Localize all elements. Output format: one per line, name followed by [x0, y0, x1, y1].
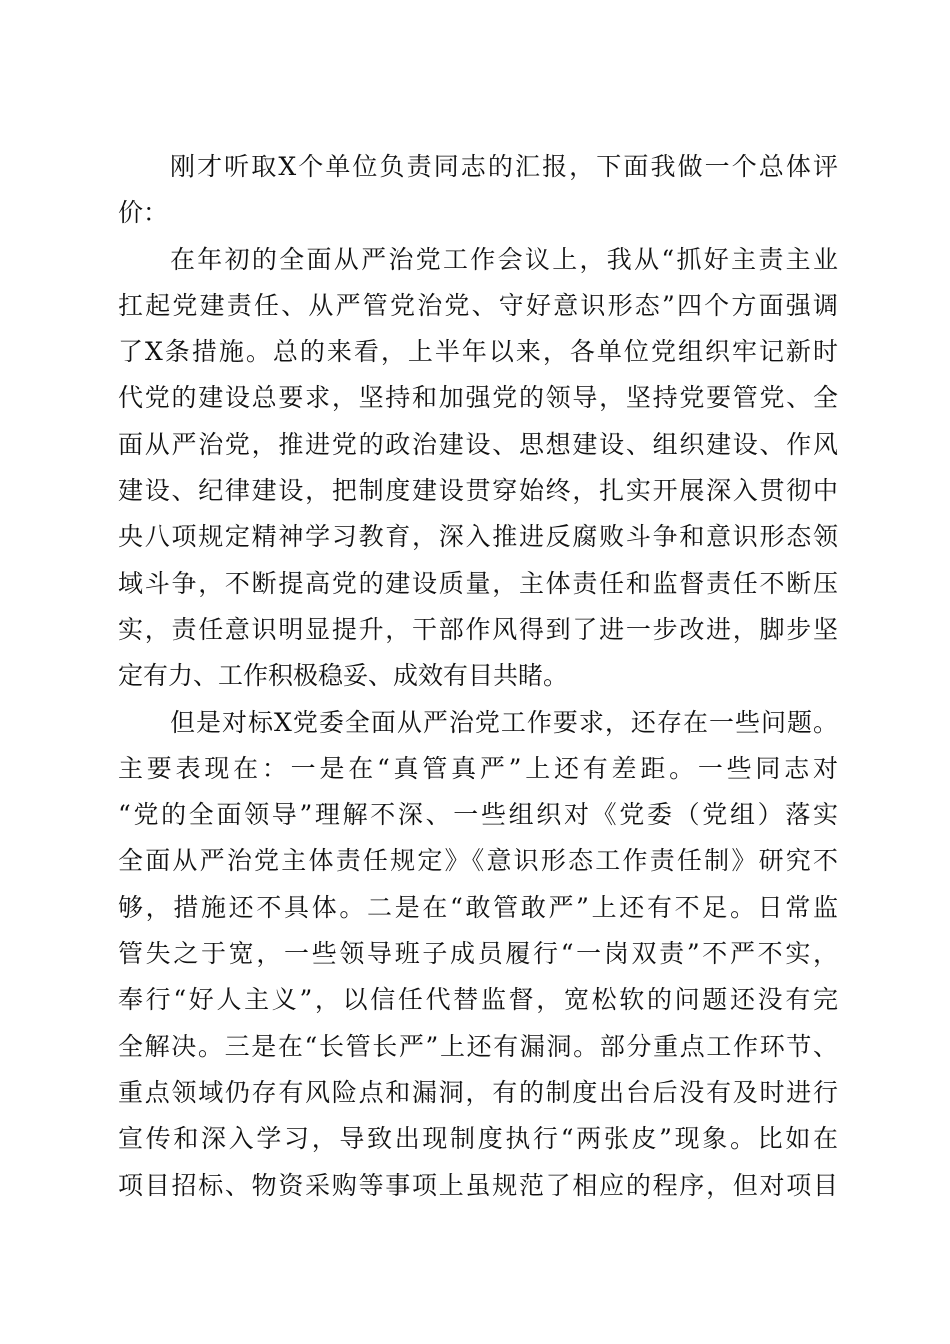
text-line: 刚才听取X个单位负责同志的汇报，下面我做一个总体评	[170, 152, 838, 181]
paragraph-overall-assessment	[118, 237, 838, 700]
document-body	[118, 144, 838, 1209]
text-line: 价：	[118, 198, 169, 228]
text-line: 管失之于宽，一些领导班子成员履行“一岗双责”不严不实，	[118, 939, 838, 969]
text-line: 实，责任意识明显提升，干部作风得到了进一步改进，脚步坚	[118, 614, 838, 644]
text-line: 全解决。三是在“长管长严”上还有漏洞。部分重点工作环节、	[118, 1031, 838, 1061]
paragraph-existing-problems	[118, 700, 838, 1209]
text-line: 奉行“好人主义”，以信任代替监督，宽松软的问题还没有完	[118, 985, 838, 1015]
text-line: 在年初的全面从严治党工作会议上，我从“抓好主责主业	[170, 244, 838, 274]
text-line: 重点领域仍存有风险点和漏洞，有的制度出台后没有及时进行	[118, 1077, 838, 1107]
text-line: 了X条措施。总的来看，上半年以来，各单位党组织牢记新时	[118, 337, 838, 367]
text-line: 央八项规定精神学习教育，深入推进反腐败斗争和意识形态领	[118, 522, 838, 552]
text-line: 面从严治党，推进党的政治建设、思想建设、组织建设、作风	[118, 429, 838, 459]
text-line: 建设、纪律建设，把制度建设贯穿始终，扎实开展深入贯彻中	[118, 476, 838, 506]
text-line: 域斗争，不断提高党的建设质量，主体责任和监督责任不断压	[118, 568, 838, 598]
text-line: 宣传和深入学习，导致出现制度执行“两张皮”现象。比如在	[118, 1124, 838, 1154]
text-line: “党的全面领导”理解不深、一些组织对《党委（党组）落实	[118, 800, 838, 830]
text-line: 主要表现在：一是在“真管真严”上还有差距。一些同志对	[118, 753, 838, 783]
text-line: 扛起党建责任、从严管党治党、守好意识形态”四个方面强调	[118, 290, 838, 320]
text-line: 代党的建设总要求，坚持和加强党的领导，坚持党要管党、全	[118, 383, 838, 413]
text-line: 但是对标X党委全面从严治党工作要求，还存在一些问题。	[170, 707, 838, 737]
text-line: 够，措施还不具体。二是在“敢管敢严”上还有不足。日常监	[118, 892, 838, 922]
text-line: 项目招标、物资采购等事项上虽规范了相应的程序，但对项目	[118, 1170, 838, 1200]
text-line: 定有力、工作积极稳妥、成效有目共睹。	[118, 661, 569, 691]
paragraph-summary-intro	[118, 144, 838, 237]
text-line: 全面从严治党主体责任规定》《意识形态工作责任制》研究不	[118, 846, 838, 876]
